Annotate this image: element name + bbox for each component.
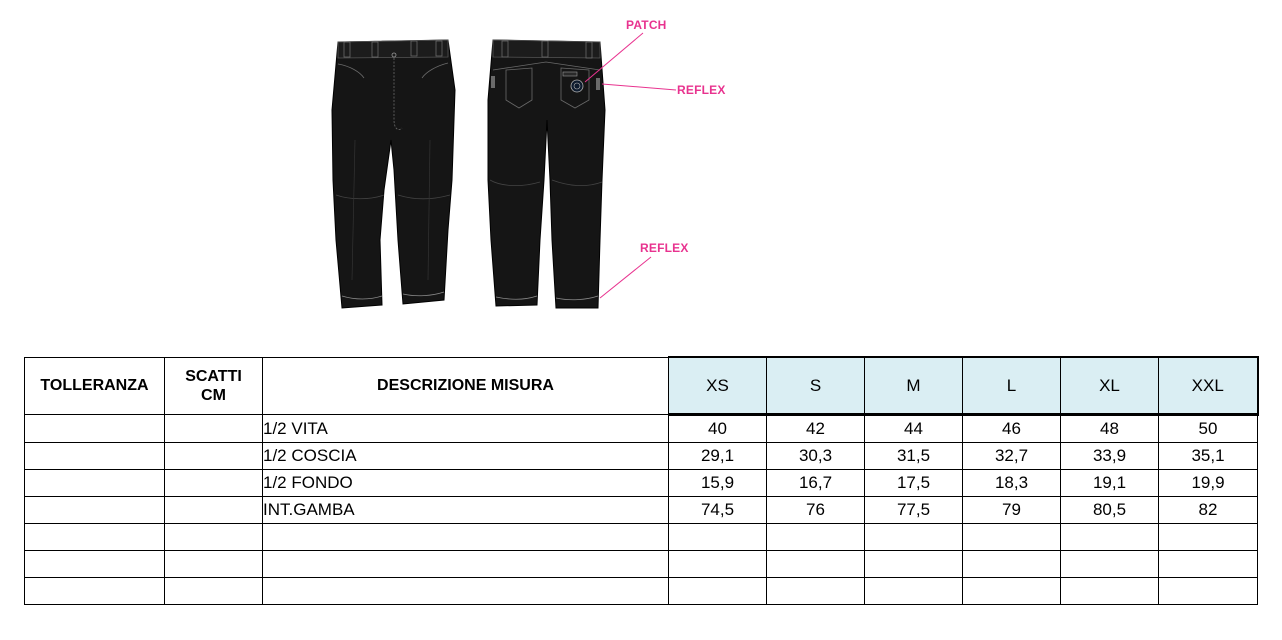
value-cell: 46 — [963, 415, 1061, 443]
description-cell: 1/2 COSCIA — [263, 443, 669, 470]
value-cell — [963, 524, 1061, 551]
value-cell — [865, 578, 963, 605]
value-cell: 77,5 — [865, 497, 963, 524]
header-steps-line2: CM — [201, 386, 226, 404]
value-cell: 76 — [767, 497, 865, 524]
header-size-xl: XL — [1061, 357, 1159, 415]
steps-cell — [165, 578, 263, 605]
value-cell: 15,9 — [669, 470, 767, 497]
value-cell: 18,3 — [963, 470, 1061, 497]
tolerance-cell — [25, 470, 165, 497]
trousers-front-view-icon — [332, 40, 455, 308]
steps-cell — [165, 443, 263, 470]
value-cell — [669, 524, 767, 551]
value-cell — [767, 578, 865, 605]
value-cell: 44 — [865, 415, 963, 443]
table-header-row — [25, 357, 1258, 415]
value-cell: 29,1 — [669, 443, 767, 470]
header-size-xxl: XXL — [1159, 357, 1258, 415]
value-cell — [865, 551, 963, 578]
header-size-m: M — [865, 357, 963, 415]
value-cell: 16,7 — [767, 470, 865, 497]
size-chart-table — [24, 356, 1259, 605]
value-cell: 50 — [1159, 415, 1258, 443]
table-row — [25, 415, 1258, 443]
value-cell: 79 — [963, 497, 1061, 524]
callout-patch-label: PATCH — [626, 18, 667, 32]
value-cell — [1061, 524, 1159, 551]
value-cell — [1061, 578, 1159, 605]
tolerance-cell — [25, 578, 165, 605]
table-row — [25, 497, 1258, 524]
value-cell: 19,1 — [1061, 470, 1159, 497]
value-cell — [963, 551, 1061, 578]
tolerance-cell — [25, 524, 165, 551]
tolerance-cell — [25, 497, 165, 524]
value-cell — [767, 551, 865, 578]
value-cell — [669, 551, 767, 578]
tolerance-cell — [25, 415, 165, 443]
value-cell — [963, 578, 1061, 605]
steps-cell — [165, 415, 263, 443]
header-steps — [165, 357, 263, 415]
value-cell: 35,1 — [1159, 443, 1258, 470]
header-size-l: L — [963, 357, 1061, 415]
callout-reflex-bottom-label: REFLEX — [640, 241, 689, 255]
value-cell: 33,9 — [1061, 443, 1159, 470]
value-cell — [1159, 551, 1258, 578]
value-cell — [767, 524, 865, 551]
steps-cell — [165, 551, 263, 578]
value-cell: 42 — [767, 415, 865, 443]
value-cell: 80,5 — [1061, 497, 1159, 524]
steps-cell — [165, 524, 263, 551]
table-row — [25, 551, 1258, 578]
header-size-s: S — [767, 357, 865, 415]
value-cell: 31,5 — [865, 443, 963, 470]
value-cell — [1159, 524, 1258, 551]
value-cell: 82 — [1159, 497, 1258, 524]
table-row — [25, 524, 1258, 551]
description-cell — [263, 551, 669, 578]
description-cell: 1/2 FONDO — [263, 470, 669, 497]
value-cell — [1061, 551, 1159, 578]
tolerance-cell — [25, 443, 165, 470]
description-cell: 1/2 VITA — [263, 415, 669, 443]
steps-cell — [165, 497, 263, 524]
description-cell: INT.GAMBA — [263, 497, 669, 524]
value-cell: 48 — [1061, 415, 1159, 443]
table-row — [25, 470, 1258, 497]
value-cell: 32,7 — [963, 443, 1061, 470]
description-cell — [263, 524, 669, 551]
value-cell: 19,9 — [1159, 470, 1258, 497]
callout-reflex-top-label: REFLEX — [677, 83, 726, 97]
header-size-xs: XS — [669, 357, 767, 415]
value-cell — [865, 524, 963, 551]
header-steps-line1: SCATTI — [185, 367, 242, 385]
tolerance-cell — [25, 551, 165, 578]
value-cell: 17,5 — [865, 470, 963, 497]
value-cell: 74,5 — [669, 497, 767, 524]
header-tolerance: TOLLERANZA — [25, 357, 165, 415]
description-cell — [263, 578, 669, 605]
value-cell: 40 — [669, 415, 767, 443]
table-row — [25, 578, 1258, 605]
value-cell — [669, 578, 767, 605]
steps-cell — [165, 470, 263, 497]
header-description: DESCRIZIONE MISURA — [263, 357, 669, 415]
value-cell: 30,3 — [767, 443, 865, 470]
value-cell — [1159, 578, 1258, 605]
table-row — [25, 443, 1258, 470]
